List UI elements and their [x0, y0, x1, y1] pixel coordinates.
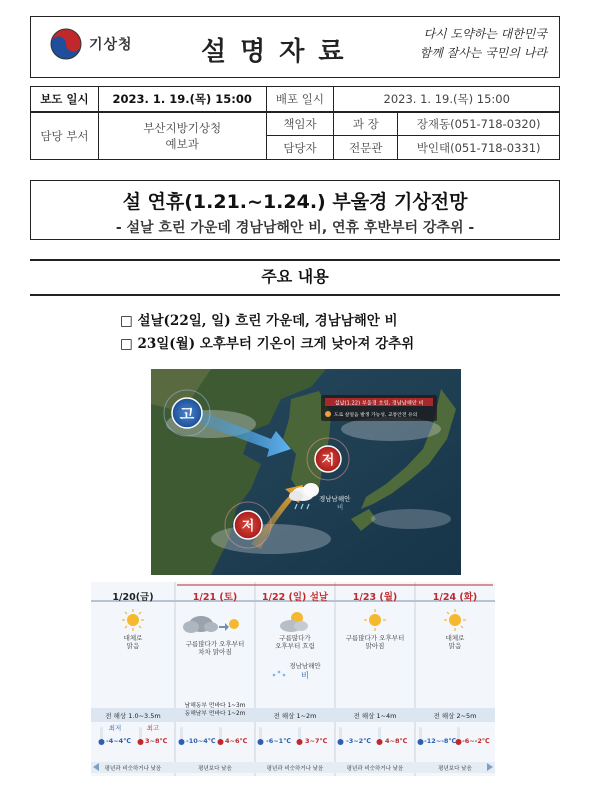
- government-slogan: [420, 25, 547, 63]
- forecast-date: 1/21 (토): [192, 592, 238, 603]
- document-header: [30, 16, 560, 78]
- max-temp: 4~6℃: [225, 737, 248, 745]
- headline-subtitle: - 설날 흐린 가운데 경남남해안 비, 연휴 후반부터 강추위 -: [115, 220, 475, 236]
- doc-type-title: 설명자료: [201, 37, 358, 67]
- slogan-line-2: 함께 잘사는 국민의 나라: [419, 46, 547, 60]
- forecast-day-1: [91, 582, 175, 776]
- max-temp: 3~8℃: [145, 737, 168, 745]
- department-line-2: 예보과: [165, 136, 199, 151]
- release-label: 보도 일시: [31, 87, 99, 112]
- forecast-weather: 구름많다가 오후부터 차차 맑아짐: [185, 640, 245, 656]
- org-name: 기상청: [89, 37, 133, 53]
- release-info-table: [30, 86, 560, 160]
- daily-forecast-panel: [91, 582, 495, 776]
- forecast-note: 평년과 비슷하거나 낮음: [346, 766, 404, 772]
- forecast-note: 평년보다 낮음: [198, 766, 232, 772]
- notice-text: 도로 살얼음 발생 가능성, 교통안전 유의: [334, 413, 418, 418]
- section-rule-bottom: [30, 294, 560, 296]
- map-rain-label: 비: [337, 503, 344, 511]
- min-temp: -10~4℃: [186, 737, 216, 745]
- forecast-day-5: [415, 582, 495, 776]
- forecast-date: 1/22 (일) 설날: [261, 592, 329, 603]
- forecast-wave: 전 해상 2~5m: [433, 712, 477, 720]
- department-value: [98, 112, 266, 160]
- low-pressure-label-south: 저: [241, 519, 255, 534]
- forecast-wave: 남해동부 먼바다 1~3m 동해남부 먼바다 1~2m: [184, 703, 246, 717]
- chief-title: 과 장: [334, 112, 398, 136]
- forecast-wave: 전 해상 1.0~3.5m: [105, 712, 161, 720]
- forecast-day-2: [175, 582, 255, 776]
- chief-label: 책임자: [266, 112, 334, 136]
- forecast-weather: 대체로 맑음: [123, 634, 143, 650]
- distribution-label: 배포 일시: [266, 87, 334, 112]
- forecast-date: 1/24 (화): [432, 592, 478, 603]
- forecast-note: 평년보다 낮음: [438, 766, 472, 772]
- section-rule-top: [30, 259, 560, 261]
- min-temp: -12~-8℃: [424, 737, 457, 745]
- forecast-note: 평년과 비슷하거나 낮음: [266, 766, 324, 772]
- staff-label: 담당자: [266, 136, 334, 160]
- max-temp: -6~-2℃: [462, 737, 490, 745]
- notice-title: 설날(1.22) 부울경 흐림, 경남남해안 비: [334, 400, 424, 407]
- satellite-weather-map: [151, 369, 461, 575]
- department-line-1: 부산지방기상청: [143, 120, 222, 135]
- forecast-day-3: [255, 582, 335, 776]
- min-temp: -6~1℃: [266, 737, 292, 745]
- rain-label: 비: [301, 671, 309, 680]
- summary-item: □ 23일(월) 오후부터 기온이 크게 낮아져 강추위: [120, 336, 415, 352]
- slogan-line-1: 다시 도약하는 대한민국: [423, 27, 547, 41]
- distribution-value: 2023. 1. 19.(목) 15:00: [334, 87, 560, 112]
- low-pressure-label-east: 저: [321, 453, 335, 468]
- staff-title: 전문관: [334, 136, 398, 160]
- forecast-date: 1/20(금): [112, 592, 154, 603]
- min-temp: -4~4℃: [106, 737, 132, 745]
- forecast-weather: 대체로 맑음: [445, 634, 465, 650]
- forecast-wave: 전 해상 1~2m: [273, 712, 317, 720]
- map-region-label: 경남남해안: [319, 495, 351, 503]
- summary-list: [120, 310, 414, 356]
- max-temp: 4~8℃: [385, 737, 408, 745]
- taegeuk-icon: [49, 27, 83, 61]
- chief-contact: 장재동(051-718-0320): [398, 112, 560, 136]
- rain-region: 경남남해안: [289, 662, 321, 670]
- min-temp-label: 최저: [108, 724, 122, 732]
- high-pressure-label: 고: [179, 405, 195, 423]
- headline-title: 설 연휴(1.21.~1.24.) 부울경 기상전망: [122, 191, 468, 213]
- forecast-date: 1/23 (월): [352, 592, 398, 603]
- staff-contact: 박인태(051-718-0331): [398, 136, 560, 160]
- min-temp: -3~2℃: [346, 737, 372, 745]
- summary-heading: 주요 내용: [261, 267, 329, 286]
- max-temp: 3~7℃: [305, 737, 328, 745]
- release-value: 2023. 1. 19.(목) 15:00: [98, 87, 266, 112]
- forecast-day-4: [335, 582, 415, 776]
- summary-item: □ 설날(22일, 일) 흐린 가운데, 경남남해안 비: [120, 313, 398, 329]
- headline-box: [30, 180, 560, 240]
- forecast-weather: 구름많다가 오후부터 맑아짐: [345, 634, 405, 650]
- forecast-note: 평년과 비슷하거나 낮음: [104, 766, 162, 772]
- forecast-wave: 전 해상 1~4m: [353, 712, 397, 720]
- forecast-weather: 구름많다가 오후부터 흐림: [275, 634, 315, 650]
- max-temp-label: 최고: [146, 724, 160, 732]
- kma-logo: [49, 27, 133, 61]
- warning-icon: [325, 411, 331, 417]
- department-label: 담당 부서: [31, 112, 99, 160]
